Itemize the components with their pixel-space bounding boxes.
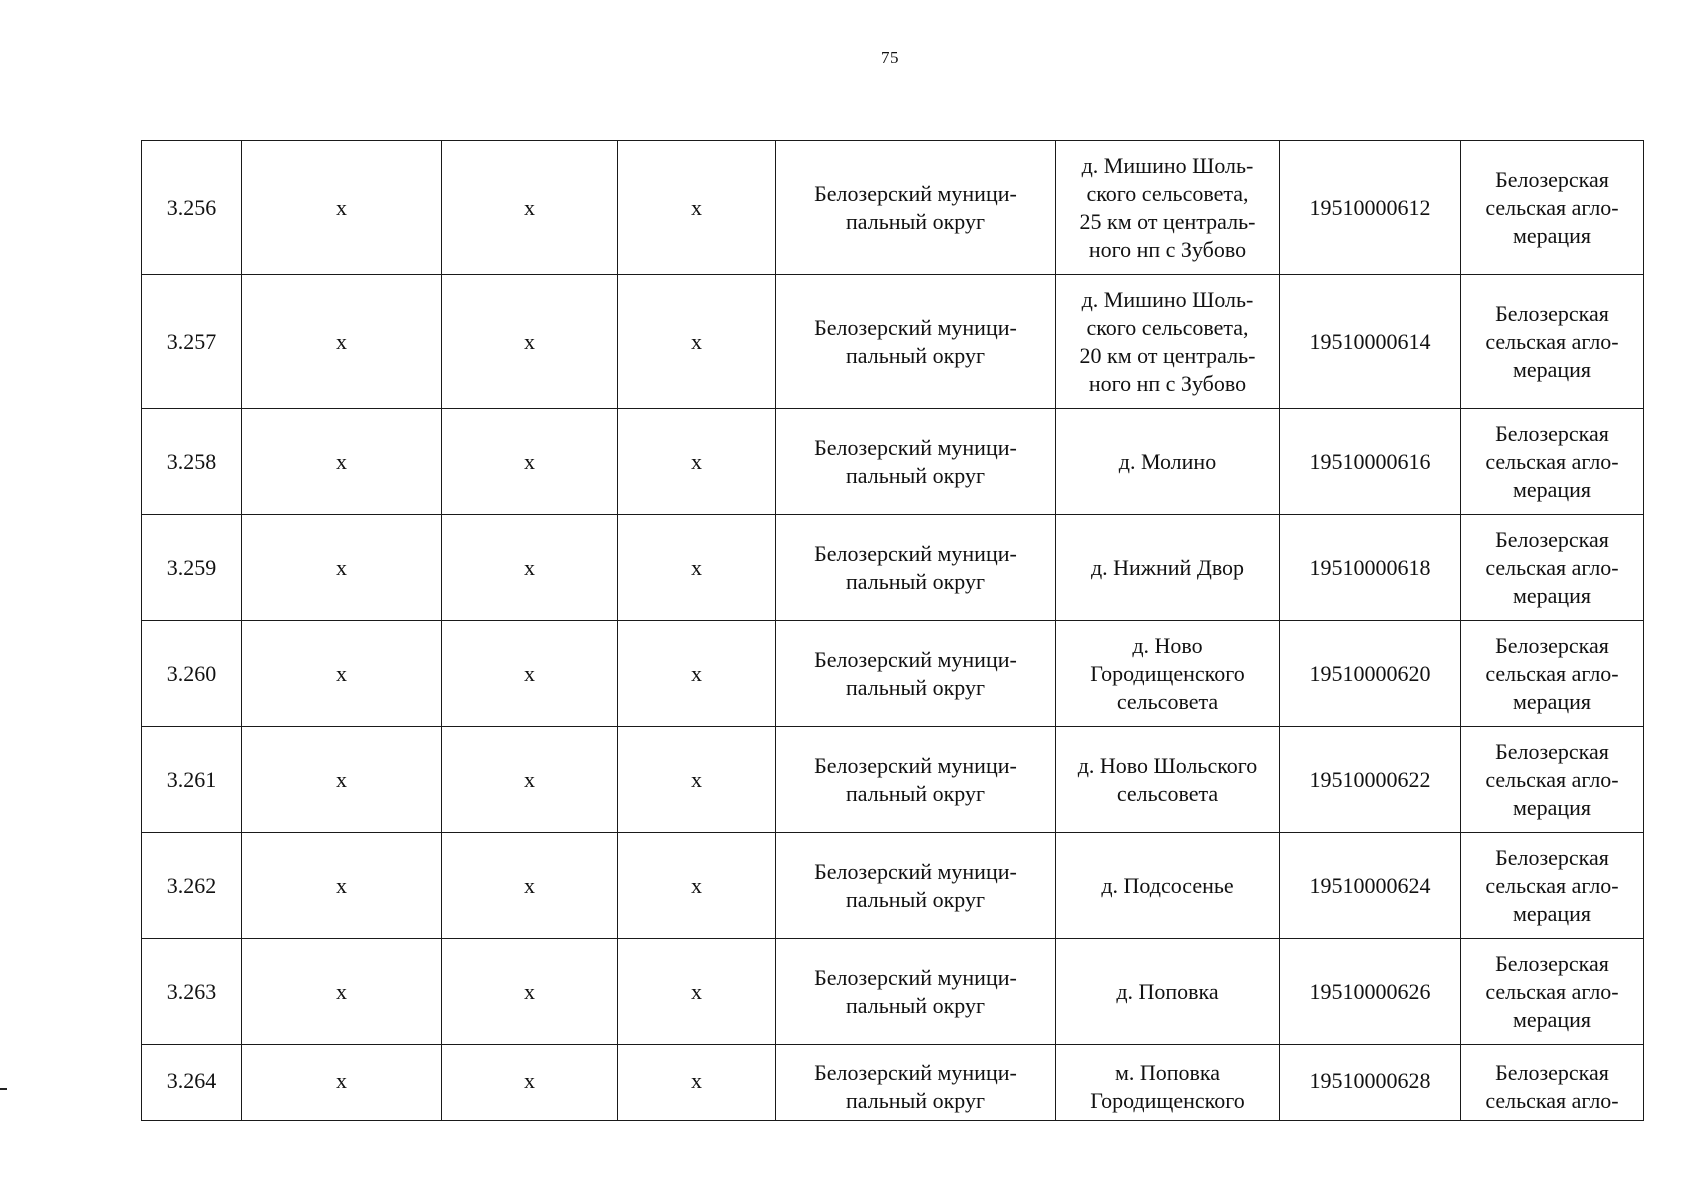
district-cell: Белозерский муници- пальный округ (776, 833, 1056, 939)
mark-cell: x (442, 141, 618, 275)
mark-cell: x (242, 515, 442, 621)
margin-mark (0, 1088, 7, 1090)
mark-cell: x (442, 409, 618, 515)
district-cell: Белозерский муници- пальный округ (776, 515, 1056, 621)
table-row (142, 1045, 1644, 1121)
table-row (142, 939, 1644, 1045)
agglomeration-cell: Белозерская сельская агло- мерация (1461, 727, 1644, 833)
settlement-cell: д. Ново Городищенского сельсовета (1056, 621, 1280, 727)
table-row (142, 275, 1644, 409)
mark-cell: x (618, 727, 776, 833)
table-row (142, 727, 1644, 833)
mark-cell: x (442, 1045, 618, 1121)
row-number-cell: 3.256 (142, 141, 242, 275)
row-number-cell: 3.264 (142, 1045, 242, 1121)
code-cell: 19510000624 (1280, 833, 1461, 939)
row-number-cell: 3.260 (142, 621, 242, 727)
mark-cell: x (242, 833, 442, 939)
code-cell: 19510000614 (1280, 275, 1461, 409)
code-cell: 19510000622 (1280, 727, 1461, 833)
row-number-cell: 3.261 (142, 727, 242, 833)
mark-cell: x (442, 833, 618, 939)
code-cell: 19510000620 (1280, 621, 1461, 727)
settlement-cell: д. Поповка (1056, 939, 1280, 1045)
mark-cell: x (442, 939, 618, 1045)
agglomeration-cell: Белозерская сельская агло- мерация (1461, 141, 1644, 275)
mark-cell: x (442, 515, 618, 621)
code-cell: 19510000612 (1280, 141, 1461, 275)
code-cell: 19510000618 (1280, 515, 1461, 621)
row-number-cell: 3.257 (142, 275, 242, 409)
agglomeration-cell: Белозерская сельская агло- мерация (1461, 275, 1644, 409)
district-cell: Белозерский муници- пальный округ (776, 275, 1056, 409)
row-number-cell: 3.262 (142, 833, 242, 939)
mark-cell: x (618, 833, 776, 939)
mark-cell: x (442, 727, 618, 833)
page-number: 75 (881, 48, 899, 67)
agglomeration-cell: Белозерская сельская агло- (1461, 1045, 1644, 1121)
settlement-cell: д. Молино (1056, 409, 1280, 515)
mark-cell: x (618, 939, 776, 1045)
row-number-cell: 3.263 (142, 939, 242, 1045)
row-number-cell: 3.258 (142, 409, 242, 515)
mark-cell: x (242, 727, 442, 833)
agglomeration-cell: Белозерская сельская агло- мерация (1461, 515, 1644, 621)
district-cell: Белозерский муници- пальный округ (776, 939, 1056, 1045)
mark-cell: x (242, 275, 442, 409)
mark-cell: x (618, 1045, 776, 1121)
agglomeration-cell: Белозерская сельская агло- мерация (1461, 939, 1644, 1045)
mark-cell: x (618, 409, 776, 515)
mark-cell: x (242, 409, 442, 515)
mark-cell: x (618, 515, 776, 621)
district-cell: Белозерский муници- пальный округ (776, 621, 1056, 727)
settlement-cell: д. Подсосенье (1056, 833, 1280, 939)
mark-cell: x (242, 621, 442, 727)
mark-cell: x (242, 939, 442, 1045)
settlements-table (141, 140, 1644, 1121)
mark-cell: x (618, 141, 776, 275)
mark-cell: x (442, 275, 618, 409)
mark-cell: x (442, 621, 618, 727)
agglomeration-cell: Белозерская сельская агло- мерация (1461, 409, 1644, 515)
code-cell: 19510000628 (1280, 1045, 1461, 1121)
table-row (142, 621, 1644, 727)
agglomeration-cell: Белозерская сельская агло- мерация (1461, 833, 1644, 939)
settlement-cell: д. Нижний Двор (1056, 515, 1280, 621)
settlement-cell: м. Поповка Городищенского (1056, 1045, 1280, 1121)
mark-cell: x (618, 275, 776, 409)
settlement-cell: д. Ново Шольского сельсовета (1056, 727, 1280, 833)
mark-cell: x (618, 621, 776, 727)
table-row (142, 833, 1644, 939)
agglomeration-cell: Белозерская сельская агло- мерация (1461, 621, 1644, 727)
table-row (142, 141, 1644, 275)
table-row (142, 409, 1644, 515)
district-cell: Белозерский муници- пальный округ (776, 1045, 1056, 1121)
mark-cell: x (242, 141, 442, 275)
mark-cell: x (242, 1045, 442, 1121)
table-row (142, 515, 1644, 621)
settlement-cell: д. Мишино Шоль- ского сельсовета, 25 км от централь- ного нп с Зубово (1056, 141, 1280, 275)
settlement-cell: д. Мишино Шоль- ского сельсовета, 20 км от централь- ного нп с Зубово (1056, 275, 1280, 409)
code-cell: 19510000616 (1280, 409, 1461, 515)
district-cell: Белозерский муници- пальный округ (776, 727, 1056, 833)
district-cell: Белозерский муници- пальный округ (776, 141, 1056, 275)
row-number-cell: 3.259 (142, 515, 242, 621)
code-cell: 19510000626 (1280, 939, 1461, 1045)
district-cell: Белозерский муници- пальный округ (776, 409, 1056, 515)
